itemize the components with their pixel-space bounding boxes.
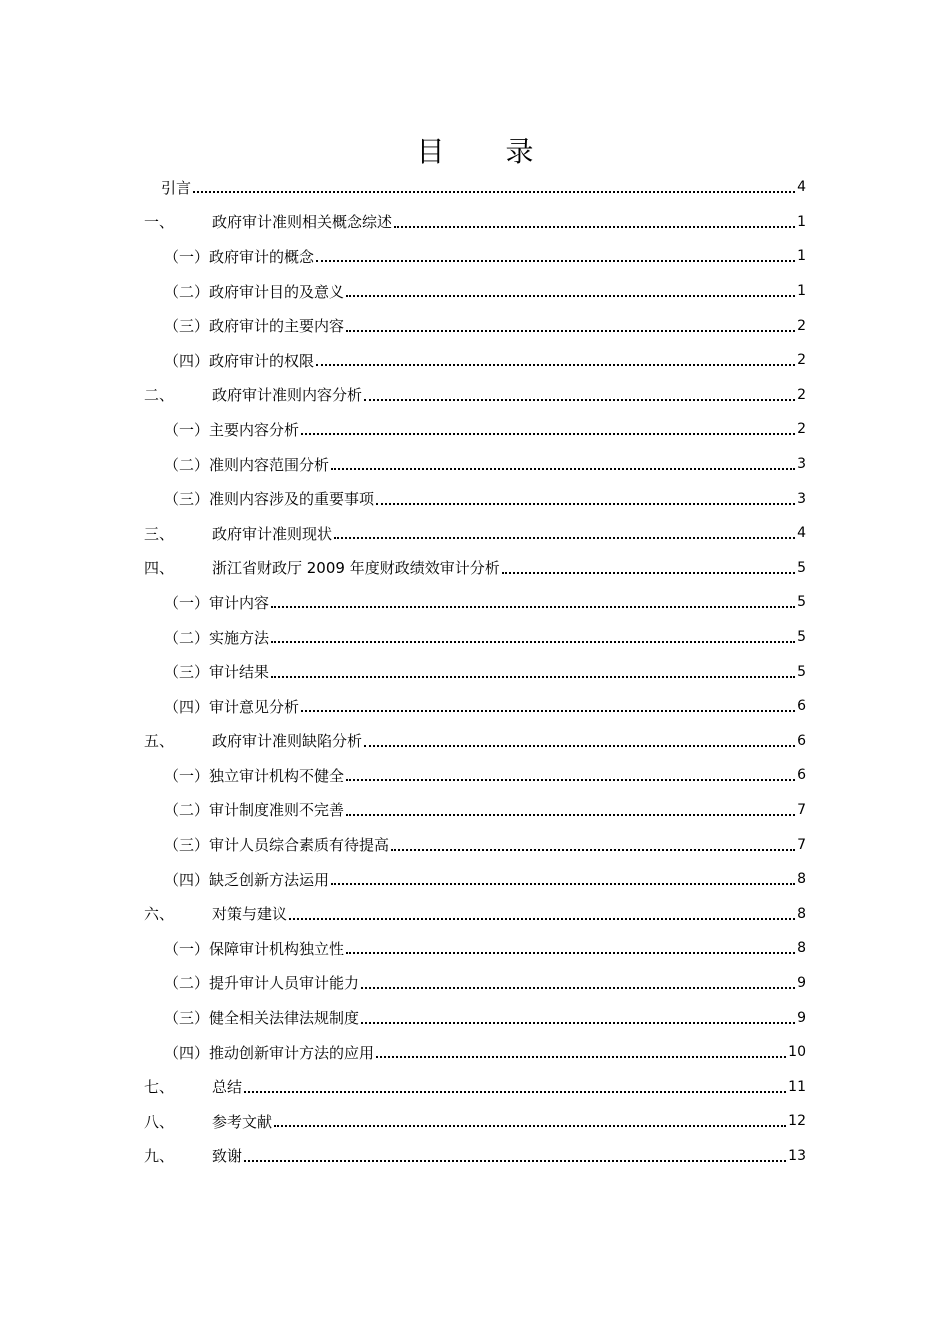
- toc-dot-leader: [346, 952, 795, 954]
- toc-entry-text: （二）实施方法: [164, 628, 270, 647]
- toc-entry-heading: [144, 765, 344, 786]
- toc-entry-text: （一）审计内容: [164, 593, 270, 612]
- toc-entry[interactable]: [144, 274, 806, 309]
- toc-entry[interactable]: [144, 447, 806, 482]
- toc-entry-heading: [144, 869, 329, 890]
- toc-dot-leader: [301, 710, 795, 712]
- toc-page-number: 2: [797, 421, 806, 438]
- toc-entry-text: （三）审计人员综合素质有待提高: [164, 836, 390, 855]
- toc-entry-text: 致谢: [212, 1147, 243, 1166]
- toc-page-number: 8: [797, 905, 806, 922]
- toc-dot-leader: [346, 814, 795, 816]
- toc-dot-leader: [502, 572, 795, 574]
- toc-dot-leader: [193, 191, 795, 193]
- toc-entry-heading: [144, 1007, 359, 1028]
- toc-page-number: 7: [797, 801, 806, 818]
- toc-entry-text: （一）主要内容分析: [164, 420, 300, 439]
- toc-entry-number: 五、: [144, 732, 175, 751]
- toc-entry[interactable]: [144, 758, 806, 793]
- toc-entry-number: 二、: [144, 386, 175, 405]
- toc-entry-heading: [144, 281, 344, 302]
- toc-page-number: 12: [788, 1113, 806, 1130]
- toc-page-number: 5: [797, 559, 806, 576]
- toc-dot-leader: [331, 883, 795, 885]
- toc-entry-heading: [144, 834, 389, 855]
- toc-page-number: 5: [797, 663, 806, 680]
- toc-page-number: 9: [797, 1009, 806, 1026]
- toc-entry-text: （一）保障审计机构独立性: [164, 939, 345, 958]
- toc-entry[interactable]: [144, 378, 806, 413]
- toc-entry-number: 一、: [144, 213, 175, 232]
- toc-entry-number: 六、: [144, 905, 175, 924]
- toc-entry-text: 对策与建议: [212, 905, 288, 924]
- toc-entry[interactable]: [144, 1104, 806, 1139]
- toc-entry-text: （四）推动创新审计方法的应用: [164, 1043, 375, 1062]
- toc-entry-heading: [144, 938, 344, 959]
- toc-dot-leader: [364, 399, 795, 401]
- toc-dot-leader: [394, 226, 795, 228]
- toc-entry-heading: [144, 246, 314, 267]
- toc-entry-heading: [144, 592, 269, 613]
- toc-entry-number: 三、: [144, 524, 175, 543]
- toc-entry-heading: [144, 211, 392, 232]
- toc-entry[interactable]: [144, 931, 806, 966]
- toc-dot-leader: [334, 537, 795, 539]
- toc-dot-leader: [331, 468, 795, 470]
- toc-entry-text: 政府审计准则缺陷分析: [212, 732, 363, 751]
- toc-entry[interactable]: [144, 654, 806, 689]
- toc-entry-number: 九、: [144, 1147, 175, 1166]
- toc-entry-heading: [144, 661, 269, 682]
- toc-entry[interactable]: [144, 827, 806, 862]
- toc-entry-heading: [144, 177, 191, 198]
- toc-entry-heading: [144, 384, 362, 405]
- toc-dot-leader: [376, 503, 795, 505]
- toc-entry[interactable]: [144, 412, 806, 447]
- toc-dot-leader: [316, 260, 795, 262]
- toc-entry-text: （四）缺乏创新方法运用: [164, 870, 330, 889]
- table-of-contents: [144, 170, 806, 1173]
- toc-page-number: 6: [797, 732, 806, 749]
- toc-entry-heading: [144, 419, 299, 440]
- toc-entry[interactable]: [144, 481, 806, 516]
- toc-entry-text: （二）准则内容范围分析: [164, 455, 330, 474]
- toc-entry-heading: [144, 315, 344, 336]
- toc-page-number: 10: [788, 1044, 806, 1061]
- toc-entry[interactable]: [144, 896, 806, 931]
- toc-entry-heading: [144, 1076, 242, 1097]
- toc-entry[interactable]: [144, 793, 806, 828]
- toc-dot-leader: [271, 606, 795, 608]
- toc-entry-heading: [144, 730, 362, 751]
- toc-entry-text: 引言: [161, 178, 192, 197]
- toc-entry-heading: [144, 454, 329, 475]
- toc-entry-text: （四）政府审计的权限: [164, 351, 315, 370]
- toc-entry-text: （三）准则内容涉及的重要事项: [164, 490, 375, 509]
- toc-dot-leader: [361, 987, 795, 989]
- toc-page-number: 5: [797, 629, 806, 646]
- toc-page-number: 1: [797, 213, 806, 230]
- toc-page-number: 9: [797, 974, 806, 991]
- toc-entry[interactable]: [144, 205, 806, 240]
- toc-page-number: 4: [797, 179, 806, 196]
- toc-page-number: 1: [797, 283, 806, 300]
- toc-page-number: 2: [797, 317, 806, 334]
- toc-page-number: 11: [788, 1078, 806, 1095]
- toc-entry[interactable]: [144, 1035, 806, 1070]
- toc-page-number: 3: [797, 456, 806, 473]
- toc-entry[interactable]: [144, 239, 806, 274]
- toc-entry[interactable]: [144, 1139, 806, 1174]
- toc-entry-heading: [144, 903, 287, 924]
- toc-page-number: 6: [797, 698, 806, 715]
- toc-entry-heading: [144, 1111, 272, 1132]
- toc-page-number: 6: [797, 767, 806, 784]
- toc-dot-leader: [244, 1091, 786, 1093]
- toc-entry-number: 八、: [144, 1112, 175, 1131]
- toc-entry[interactable]: [144, 1069, 806, 1104]
- toc-dot-leader: [364, 745, 795, 747]
- toc-entry-heading: [144, 557, 500, 578]
- toc-entry-text: 浙江省财政厅 2009 年度财政绩效审计分析: [212, 559, 500, 578]
- toc-entry[interactable]: [144, 620, 806, 655]
- toc-entry-heading: [144, 350, 314, 371]
- toc-page-number: 5: [797, 594, 806, 611]
- toc-page-number: 8: [797, 871, 806, 888]
- toc-entry-number: 四、: [144, 559, 175, 578]
- toc-entry-heading: [144, 696, 299, 717]
- toc-entry-text: 总结: [212, 1078, 243, 1097]
- toc-entry[interactable]: [144, 862, 806, 897]
- toc-page-number: 8: [797, 940, 806, 957]
- toc-entry-text: 政府审计准则现状: [212, 524, 333, 543]
- toc-entry-text: （三）审计结果: [164, 663, 270, 682]
- toc-entry[interactable]: [144, 551, 806, 586]
- toc-entry-heading: [144, 799, 344, 820]
- toc-entry[interactable]: [144, 1000, 806, 1035]
- toc-dot-leader: [391, 849, 795, 851]
- toc-page-number: 3: [797, 490, 806, 507]
- toc-entry-text: （一）独立审计机构不健全: [164, 766, 345, 785]
- toc-entry-heading: [144, 488, 374, 509]
- toc-entry-heading: [144, 1145, 242, 1166]
- toc-dot-leader: [301, 433, 795, 435]
- toc-dot-leader: [271, 676, 795, 678]
- toc-entry-heading: [144, 1042, 374, 1063]
- toc-entry-text: （四）审计意见分析: [164, 697, 300, 716]
- toc-page-number: 2: [797, 386, 806, 403]
- toc-entry-text: （三）政府审计的主要内容: [164, 317, 345, 336]
- toc-page-number: 2: [797, 352, 806, 369]
- toc-entry[interactable]: [144, 170, 806, 205]
- toc-dot-leader: [346, 330, 795, 332]
- toc-dot-leader: [346, 779, 795, 781]
- toc-entry-text: （二）审计制度准则不完善: [164, 801, 345, 820]
- toc-page-number: 1: [797, 248, 806, 265]
- toc-entry[interactable]: [144, 585, 806, 620]
- toc-entry-heading: [144, 972, 359, 993]
- toc-page-number: 13: [788, 1147, 806, 1164]
- toc-dot-leader: [274, 1125, 786, 1127]
- toc-entry-number: 七、: [144, 1078, 175, 1097]
- toc-entry-heading: [144, 523, 332, 544]
- toc-entry-text: 政府审计准则内容分析: [212, 386, 363, 405]
- toc-page-number: 4: [797, 525, 806, 542]
- toc-entry[interactable]: [144, 724, 806, 759]
- toc-title: 目 录: [416, 135, 560, 168]
- toc-entry[interactable]: [144, 343, 806, 378]
- toc-dot-leader: [316, 364, 795, 366]
- toc-entry[interactable]: [144, 516, 806, 551]
- toc-dot-leader: [376, 1056, 786, 1058]
- toc-entry-text: （一）政府审计的概念: [164, 247, 315, 266]
- toc-dot-leader: [289, 918, 795, 920]
- toc-entry-text: （二）政府审计目的及意义: [164, 282, 345, 301]
- toc-entry-text: 参考文献: [212, 1112, 273, 1131]
- toc-entry-heading: [144, 627, 269, 648]
- toc-dot-leader: [346, 295, 795, 297]
- toc-dot-leader: [244, 1160, 786, 1162]
- toc-entry[interactable]: [144, 966, 806, 1001]
- toc-dot-leader: [271, 641, 795, 643]
- toc-entry-text: （三）健全相关法律法规制度: [164, 1009, 360, 1028]
- toc-entry[interactable]: [144, 308, 806, 343]
- toc-entry-text: （二）提升审计人员审计能力: [164, 974, 360, 993]
- toc-page-number: 7: [797, 836, 806, 853]
- toc-entry[interactable]: [144, 689, 806, 724]
- toc-dot-leader: [361, 1022, 795, 1024]
- toc-entry-text: 政府审计准则相关概念综述: [212, 213, 393, 232]
